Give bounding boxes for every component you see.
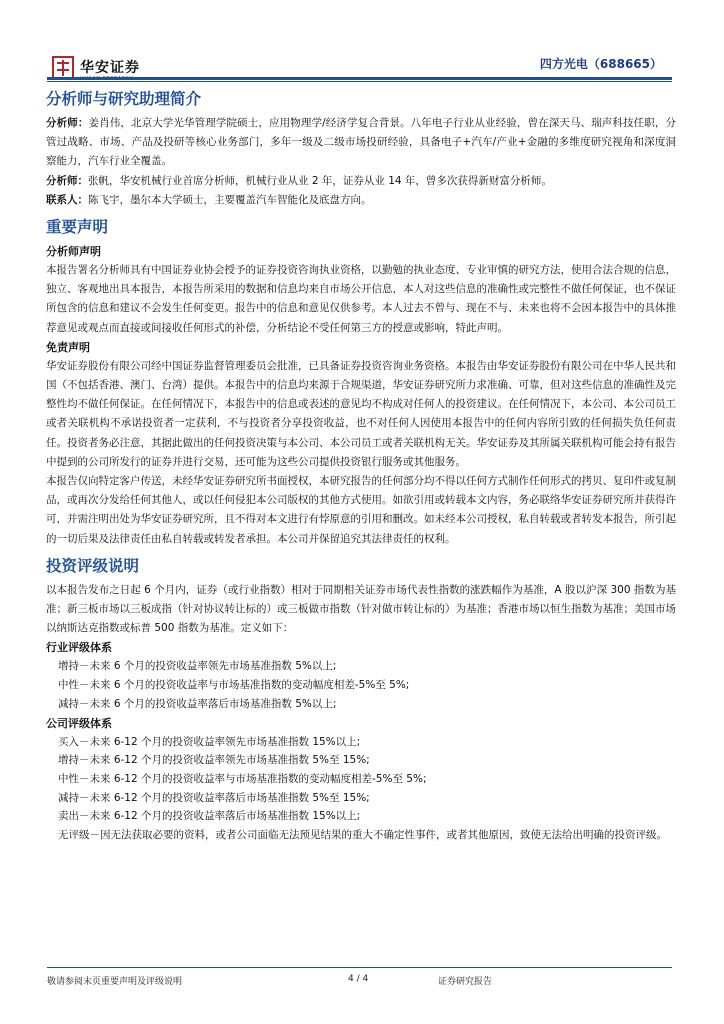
- analyst-entry: [46, 172, 676, 191]
- industry-rating-item: 增持－未来 6 个月的投资收益率领先市场基准指数 5%以上;: [58, 660, 337, 673]
- section-title-rating: 投资评级说明: [46, 556, 140, 575]
- header-divider-thin: [47, 81, 672, 82]
- analyst-entry: [46, 114, 676, 172]
- company-rating-item: 买入－未来 6-12 个月的投资收益率领先市场基准指数 15%以上;: [58, 735, 361, 748]
- section-title-analysts: 分析师与研究助理简介: [46, 90, 202, 108]
- subsection-title-company-rating: 公司评级体系: [46, 716, 112, 730]
- header-divider: [47, 77, 672, 80]
- logo-text: 华安证券: [80, 60, 140, 76]
- analyst-text: 张帆，华安机械行业首席分析师，机械行业从业 2 年，证券从业 14 年，曾多次获得新财富分析师。: [88, 174, 552, 187]
- company-rating-item: 无评级－因无法获取必要的资料，或者公司面临无法预见结果的重大不确定性事件，或者其他原因，致使无法给出明确的投资评级。: [58, 829, 667, 842]
- company-rating-item: 中性－未来 6-12 个月的投资收益率与市场基准指数的变动幅度相差-5%至 5%;: [58, 772, 427, 785]
- page-number: 4 / 4: [348, 974, 369, 984]
- analyst-text: 姜肖伟，北京大学光华管理学院硕士，应用物理学/经济学复合背景。八年电子行业从业经验，曾在深天马、瑞声科技任职，分管过战略、市场、产品及投研等核心业务部门，多年一级及二级市场投研经验，具备电子+汽车/产业+金融的多维度研究视角和深度洞察能力，汽车行业全覆盖。: [46, 117, 677, 168]
- analyst-statement-text: 本报告署名分析师具有中国证券业协会授予的证券投资咨询执业资格，以勤勉的执业态度、专业审慎的研究方法，使用合法合规的信息，独立、客观地出具本报告，本报告所采用的数据和信息均来自市场公开信息，本人对这些信息的准确性或完整性不做任何保证，也不保证所包含的信息和建议不会发生任何变更。报告中的信息和意见仅供参考。本人过去不曾与、现在不与、未来也将不会因本报告中的具体推荐意见或观点而直接或间接收任何形式的补偿，分析结论不受任何第三方的授意或影响，特此声明。: [46, 264, 676, 334]
- exemption-paragraph-2: 本报告仅向特定客户传送，未经华安证券研究所书面授权，本研究报告的任何部分均不得以任何方式制作任何形式的拷贝、复印件或复制品，或再次分发给任何其他人，或以任何侵犯本公司版权的其他方式使用。如欲引用或转载本文内容，务必联络华安证券研究所并获得许可，并需注明出处为华安证券研究所，且不得对本文进行有悖原意的引用和删改。如未经本公司授权，私自转载或者转发本报告，所引起的一切后果及法律责任由私自转载或转发者承担。本公司并保留追究其法律责任的权利。: [46, 475, 676, 545]
- footer-note: 敬请参阅末页重要声明及评级说明: [47, 977, 183, 987]
- subsection-title-analyst-statement: 分析师声明: [46, 245, 101, 259]
- company-rating-item: 卖出－未来 6-12 个月的投资收益率落后市场基准指数 15%以上;: [58, 810, 361, 823]
- contact-text: 陈飞宇，墨尔本大学硕士，主要覆盖汽车智能化及底盘方向。: [88, 193, 372, 206]
- company-ticker: 四方光电（688665）: [539, 57, 662, 71]
- rating-intro: 以本报告发布之日起 6 个月内，证券（或行业指数）相对于同期相关证券市场代表性指数的涨跌幅作为基准，A 股以沪深 300 指数为基准；新三板市场以三板成指（针对协议转让标的）或三板做市指数（针对做市转让标的）为基准；香港市场以恒生指数为基准；美国市场以纳斯达克指数或标普 500 指数为基准。定义如下：: [46, 583, 676, 635]
- footer-divider: [47, 967, 672, 968]
- company-rating-item: 增持－未来 6-12 个月的投资收益率领先市场基准指数 5%至 15%;: [58, 754, 370, 767]
- footer-report-type: 证券研究报告: [438, 977, 493, 987]
- subsection-title-exemption: 免责声明: [46, 340, 90, 354]
- main-content: [46, 88, 676, 845]
- industry-rating-item: 中性－未来 6 个月的投资收益率与市场基准指数的变动幅度相差-5%至 5%;: [58, 679, 410, 692]
- analyst-label: 分析师：: [46, 174, 88, 187]
- industry-rating-item: 减持－未来 6 个月的投资收益率落后市场基准指数 5%以上;: [58, 697, 337, 710]
- contact-label: 联系人：: [46, 193, 88, 206]
- section-title-disclaimer: 重要声明: [46, 218, 109, 237]
- exemption-paragraph-1: 华安证券股份有限公司经中国证券监督管理委员会批准，已具备证券投资咨询业务资格。本报告由华安证券股份有限公司在中华人民共和国（不包括香港、澳门、台湾）提供。本报告中的信息均来源于合规渠道，华安证券研究所力求准确、可靠，但对这些信息的准确性及完整性均不做任何保证。在任何情况下，本报告中的信息或表述的意见均不构成对任何人的投资建议。在任何情况下，本公司、本公司员工或者关联机构不承诺投资者一定获利，不与投资者分享投资收益，也不对任何人因使用本报告中的任何内容所引致的任何损失负任何责任。投资者务必注意，其据此做出的任何投资决策与本公司、本公司员工或者关联机构无关。华安证券及其所属关联机构可能会持有报告中提到的公司所发行的证券并进行交易，还可能为这些公司提供投资银行服务或其他服务。: [46, 359, 676, 468]
- subsection-title-industry-rating: 行业评级体系: [46, 641, 112, 655]
- contact-entry: [46, 191, 676, 210]
- analyst-label: 分析师：: [46, 117, 89, 129]
- company-rating-item: 减持－未来 6-12 个月的投资收益率落后市场基准指数 5%至 15%;: [58, 791, 370, 804]
